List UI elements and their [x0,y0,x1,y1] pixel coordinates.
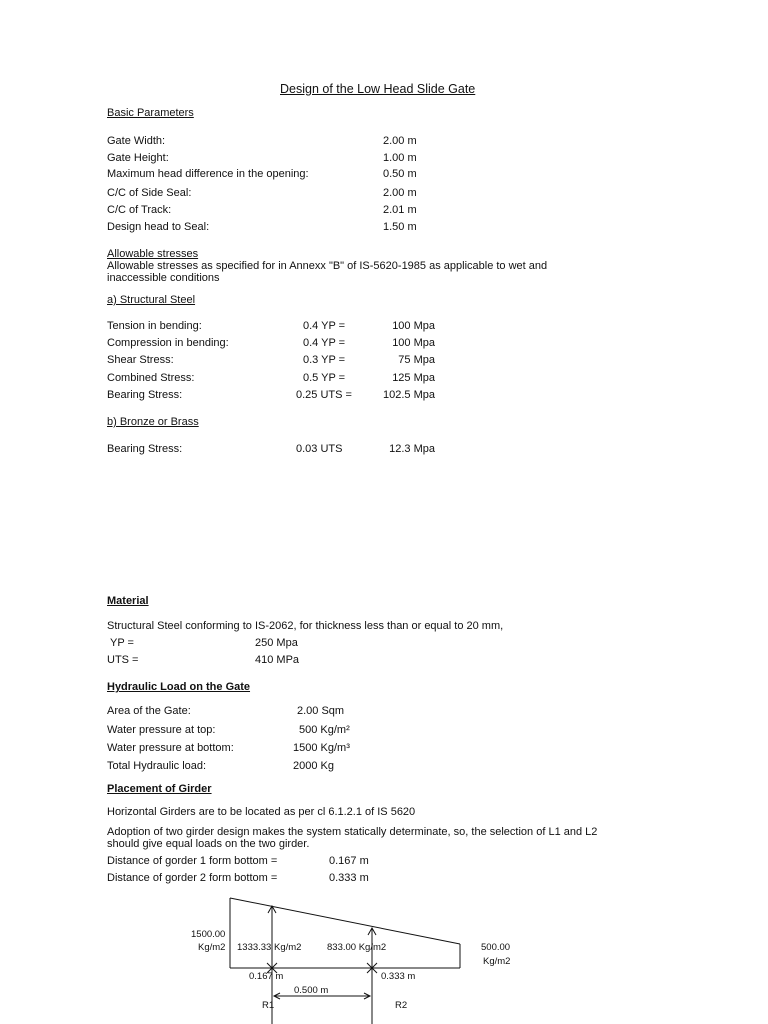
tension-factor: 0.4 YP = [303,320,346,332]
combined-label: Combined Stress: [107,372,195,384]
bronze-heading: b) Bronze or Brass [107,416,199,428]
diagram-left-unit: Kg/m2 [198,942,226,953]
tension-label: Tension in bending: [107,320,202,332]
compression-factor: 0.4 YP = [303,337,346,349]
pressure-bottom-value: 1500 Kg/m³ [293,742,350,754]
girder2-arrow-head [368,928,376,935]
diagram-p1: 1333.33 Kg/m2 [237,942,302,953]
structural-steel-heading: a) Structural Steel [107,294,196,306]
material-line: Structural Steel conforming to IS-2062, for thickness less than or equal to 20 mm, [107,620,504,632]
placement-line3: should give equal loads on the two girder. [107,838,310,850]
area-value: 2.00 Sqm [297,705,345,717]
allowable-stresses-line2: inaccessible conditions [107,272,220,284]
diagram-left-value: 1500.00 [191,929,226,940]
diagram-p2: 833.00 Kg/m2 [327,942,387,953]
gate-height-value: 1.00 m [383,152,417,164]
max-head-value: 0.50 m [383,168,417,180]
bronze-bearing-factor: 0.03 UTS [296,443,343,455]
placement-line2: Adoption of two girder design makes the system statically determinate, so, the selection of L1 and L2 [107,826,598,838]
gate-width-value: 2.00 m [383,135,417,147]
gate-width-label: Gate Width: [107,135,166,147]
design-head-value: 1.50 m [383,221,417,233]
girder1-x-a [267,963,277,973]
allowable-stresses-line1: Allowable stresses as specified for in Annexx "B" of IS-5620-1985 as applicable to wet and [107,260,548,272]
side-seal-label: C/C of Side Seal: [107,187,192,199]
girder2-x-a [367,963,377,973]
placement-heading: Placement of Girder [107,783,212,795]
placement-line1: Horizontal Girders are to be located as per cl 6.1.2.1 of IS 5620 [107,806,416,818]
girder1-arrow-head [268,906,276,913]
girder2-distance-value: 0.333 m [329,872,369,884]
material-heading: Material [107,595,149,607]
track-value: 2.01 m [383,204,417,216]
max-head-label: Maximum head difference in the opening: [107,168,309,180]
span-arrow-left [274,993,280,999]
bearing-label: Bearing Stress: [107,389,183,401]
uts-label: UTS = [107,654,139,666]
compression-label: Compression in bending: [107,337,229,349]
shear-value: 75 Mpa [398,354,435,366]
diagram-r1: R1 [262,1000,275,1011]
area-label: Area of the Gate: [107,705,191,717]
total-load-label: Total Hydraulic load: [107,760,207,772]
diagram-span: 0.500 m [294,985,329,996]
pressure-top-value: 500 Kg/m² [299,724,350,736]
gate-height-label: Gate Height: [107,152,169,164]
basic-parameters-heading: Basic Parameters [107,107,194,119]
girder1-distance-label: Distance of gorder 1 form bottom = [107,855,278,867]
hydraulic-heading: Hydraulic Load on the Gate [107,681,251,693]
yp-value: 250 Mpa [255,637,298,649]
diagram-right-value: 500.00 [481,942,511,953]
bronze-bearing-label: Bearing Stress: [107,443,183,455]
girder1-x-b [267,963,277,973]
bronze-bearing-value: 12.3 Mpa [389,443,435,455]
compression-value: 100 Mpa [392,337,435,349]
track-label: C/C of Track: [107,204,172,216]
span-arrow-right [364,993,370,999]
design-head-label: Design head to Seal: [107,221,210,233]
girder1-distance-value: 0.167 m [329,855,369,867]
bearing-factor: 0.25 UTS = [296,389,352,401]
page-title: Design of the Low Head Slide Gate [280,82,476,96]
diagram-r2: R2 [395,1000,408,1011]
side-seal-value: 2.00 m [383,187,417,199]
tension-value: 100 Mpa [392,320,435,332]
uts-value: 410 MPa [255,654,300,666]
pressure-bottom-label: Water pressure at bottom: [107,742,234,754]
girder2-distance-label: Distance of gorder 2 form bottom = [107,872,278,884]
total-load-value: 2000 Kg [293,760,334,772]
diagram-top-slope [230,898,460,944]
diagram-d2: 0.333 m [381,971,416,982]
shear-label: Shear Stress: [107,354,174,366]
yp-label: YP = [110,637,134,649]
shear-factor: 0.3 YP = [303,354,346,366]
combined-factor: 0.5 YP = [303,372,346,384]
pressure-top-label: Water pressure at top: [107,724,216,736]
girder2-x-b [367,963,377,973]
combined-value: 125 Mpa [392,372,435,384]
diagram-right-unit: Kg/m2 [483,956,511,967]
allowable-stresses-heading: Allowable stresses [107,248,199,260]
bearing-value: 102.5 Mpa [383,389,435,401]
diagram-d1: 0.167 m [249,971,284,982]
